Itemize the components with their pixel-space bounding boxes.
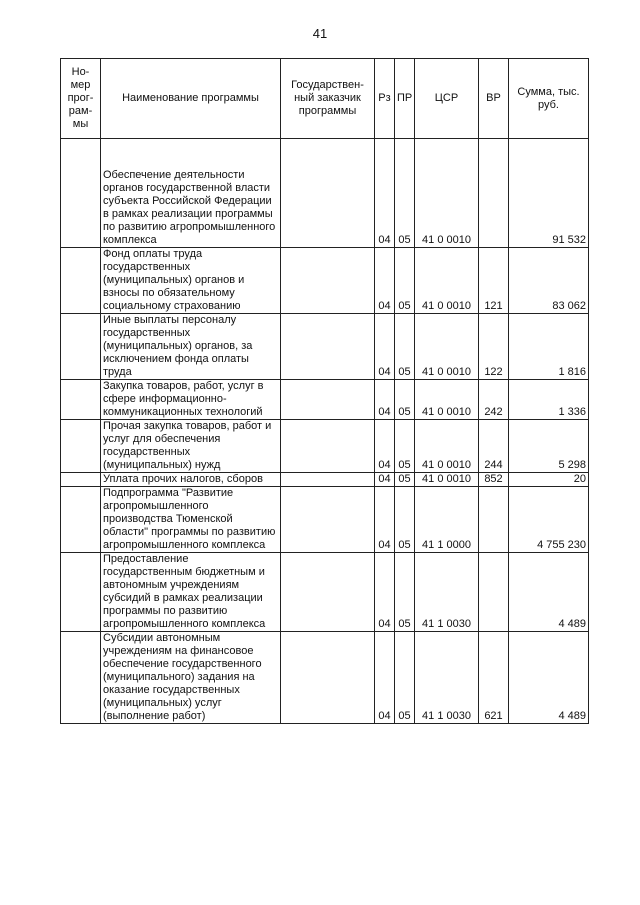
table-row xyxy=(61,420,589,473)
rz-cell: 04 xyxy=(375,314,395,380)
program-name-cell: Иные выплаты персоналу государственных (муниципальных) органов, за исключением фонда оплаты труда xyxy=(101,314,281,380)
vr-cell: 852 xyxy=(479,473,509,487)
customer-cell xyxy=(281,139,375,248)
program-number-cell xyxy=(61,139,101,248)
header-row xyxy=(61,59,589,139)
header-name: Наименование программы xyxy=(101,59,281,139)
pr-cell: 05 xyxy=(395,380,415,420)
header-sum: Сумма, тыс. руб. xyxy=(509,59,589,139)
vr-cell xyxy=(479,487,509,553)
sum-cell: 83 062 xyxy=(509,248,589,314)
program-number-cell xyxy=(61,487,101,553)
rz-cell: 04 xyxy=(375,380,395,420)
rz-cell: 04 xyxy=(375,420,395,473)
program-name-cell: Предоставление государственным бюджетным и автономным учреждениям субсидий в рамках реализации программы по развитию агропромышленного комплекса xyxy=(101,553,281,632)
table-row xyxy=(61,248,589,314)
csr-cell: 41 0 0010 xyxy=(415,314,479,380)
program-name-cell: Фонд оплаты труда государственных (муниципальных) органов и взносы по обязательному социальному страхованию xyxy=(101,248,281,314)
header-pr: ПР xyxy=(395,59,415,139)
table-row xyxy=(61,487,589,553)
table-row xyxy=(61,139,589,248)
pr-cell: 05 xyxy=(395,487,415,553)
customer-cell xyxy=(281,473,375,487)
pr-cell: 05 xyxy=(395,420,415,473)
program-name-cell: Прочая закупка товаров, работ и услуг для обеспечения государственных (муниципальных) нужд xyxy=(101,420,281,473)
rz-cell: 04 xyxy=(375,473,395,487)
sum-cell: 4 489 xyxy=(509,553,589,632)
table-row xyxy=(61,380,589,420)
customer-cell xyxy=(281,487,375,553)
program-number-cell xyxy=(61,248,101,314)
customer-cell xyxy=(281,248,375,314)
header-vr: ВР xyxy=(479,59,509,139)
table-row xyxy=(61,553,589,632)
sum-cell: 20 xyxy=(509,473,589,487)
program-name-cell: Подпрограмма "Развитие агропромышленного производства Тюменской области" программы по развитию агропромышленного комплекса xyxy=(101,487,281,553)
pr-cell: 05 xyxy=(395,248,415,314)
csr-cell: 41 1 0030 xyxy=(415,632,479,724)
customer-cell xyxy=(281,380,375,420)
csr-cell: 41 1 0000 xyxy=(415,487,479,553)
program-number-cell xyxy=(61,473,101,487)
sum-cell: 4 489 xyxy=(509,632,589,724)
vr-cell: 621 xyxy=(479,632,509,724)
program-name-cell: Обеспечение деятельности органов государственной власти субъекта Российской Федерации в рамках реализации программы по развитию агропромышленного комплекса xyxy=(101,139,281,248)
rz-cell: 04 xyxy=(375,632,395,724)
rz-cell: 04 xyxy=(375,553,395,632)
table-row xyxy=(61,632,589,724)
table-row xyxy=(61,314,589,380)
pr-cell: 05 xyxy=(395,632,415,724)
csr-cell: 41 0 0010 xyxy=(415,248,479,314)
pr-cell: 05 xyxy=(395,553,415,632)
customer-cell xyxy=(281,632,375,724)
program-name-cell: Уплата прочих налогов, сборов xyxy=(101,473,281,487)
program-name-cell: Закупка товаров, работ, услуг в сфере информационно-коммуникационных технологий xyxy=(101,380,281,420)
pr-cell: 05 xyxy=(395,139,415,248)
program-number-cell xyxy=(61,420,101,473)
header-csr: ЦСР xyxy=(415,59,479,139)
budget-table xyxy=(60,58,589,724)
sum-cell: 1 816 xyxy=(509,314,589,380)
header-rz: Рз xyxy=(375,59,395,139)
sum-cell: 5 298 xyxy=(509,420,589,473)
rz-cell: 04 xyxy=(375,248,395,314)
customer-cell xyxy=(281,420,375,473)
program-name-cell: Субсидии автономным учреждениям на финансовое обеспечение государственного (муниципального) задания на оказание государственных (муниципальных) услуг (выполнение работ) xyxy=(101,632,281,724)
customer-cell xyxy=(281,314,375,380)
csr-cell: 41 0 0010 xyxy=(415,380,479,420)
sum-cell: 1 336 xyxy=(509,380,589,420)
customer-cell xyxy=(281,553,375,632)
vr-cell: 121 xyxy=(479,248,509,314)
vr-cell: 122 xyxy=(479,314,509,380)
vr-cell: 242 xyxy=(479,380,509,420)
vr-cell xyxy=(479,553,509,632)
pr-cell: 05 xyxy=(395,473,415,487)
header-number: Но-мер прог-рам-мы xyxy=(61,59,101,139)
vr-cell: 244 xyxy=(479,420,509,473)
csr-cell: 41 0 0010 xyxy=(415,473,479,487)
rz-cell: 04 xyxy=(375,487,395,553)
csr-cell: 41 0 0010 xyxy=(415,139,479,248)
table-row xyxy=(61,473,589,487)
program-number-cell xyxy=(61,380,101,420)
sum-cell: 4 755 230 xyxy=(509,487,589,553)
csr-cell: 41 0 0010 xyxy=(415,420,479,473)
header-customer: Государствен-ный заказчик программы xyxy=(281,59,375,139)
program-number-cell xyxy=(61,314,101,380)
page-number: 41 xyxy=(312,26,328,41)
program-number-cell xyxy=(61,632,101,724)
pr-cell: 05 xyxy=(395,314,415,380)
vr-cell xyxy=(479,139,509,248)
program-number-cell xyxy=(61,553,101,632)
rz-cell: 04 xyxy=(375,139,395,248)
csr-cell: 41 1 0030 xyxy=(415,553,479,632)
sum-cell: 91 532 xyxy=(509,139,589,248)
